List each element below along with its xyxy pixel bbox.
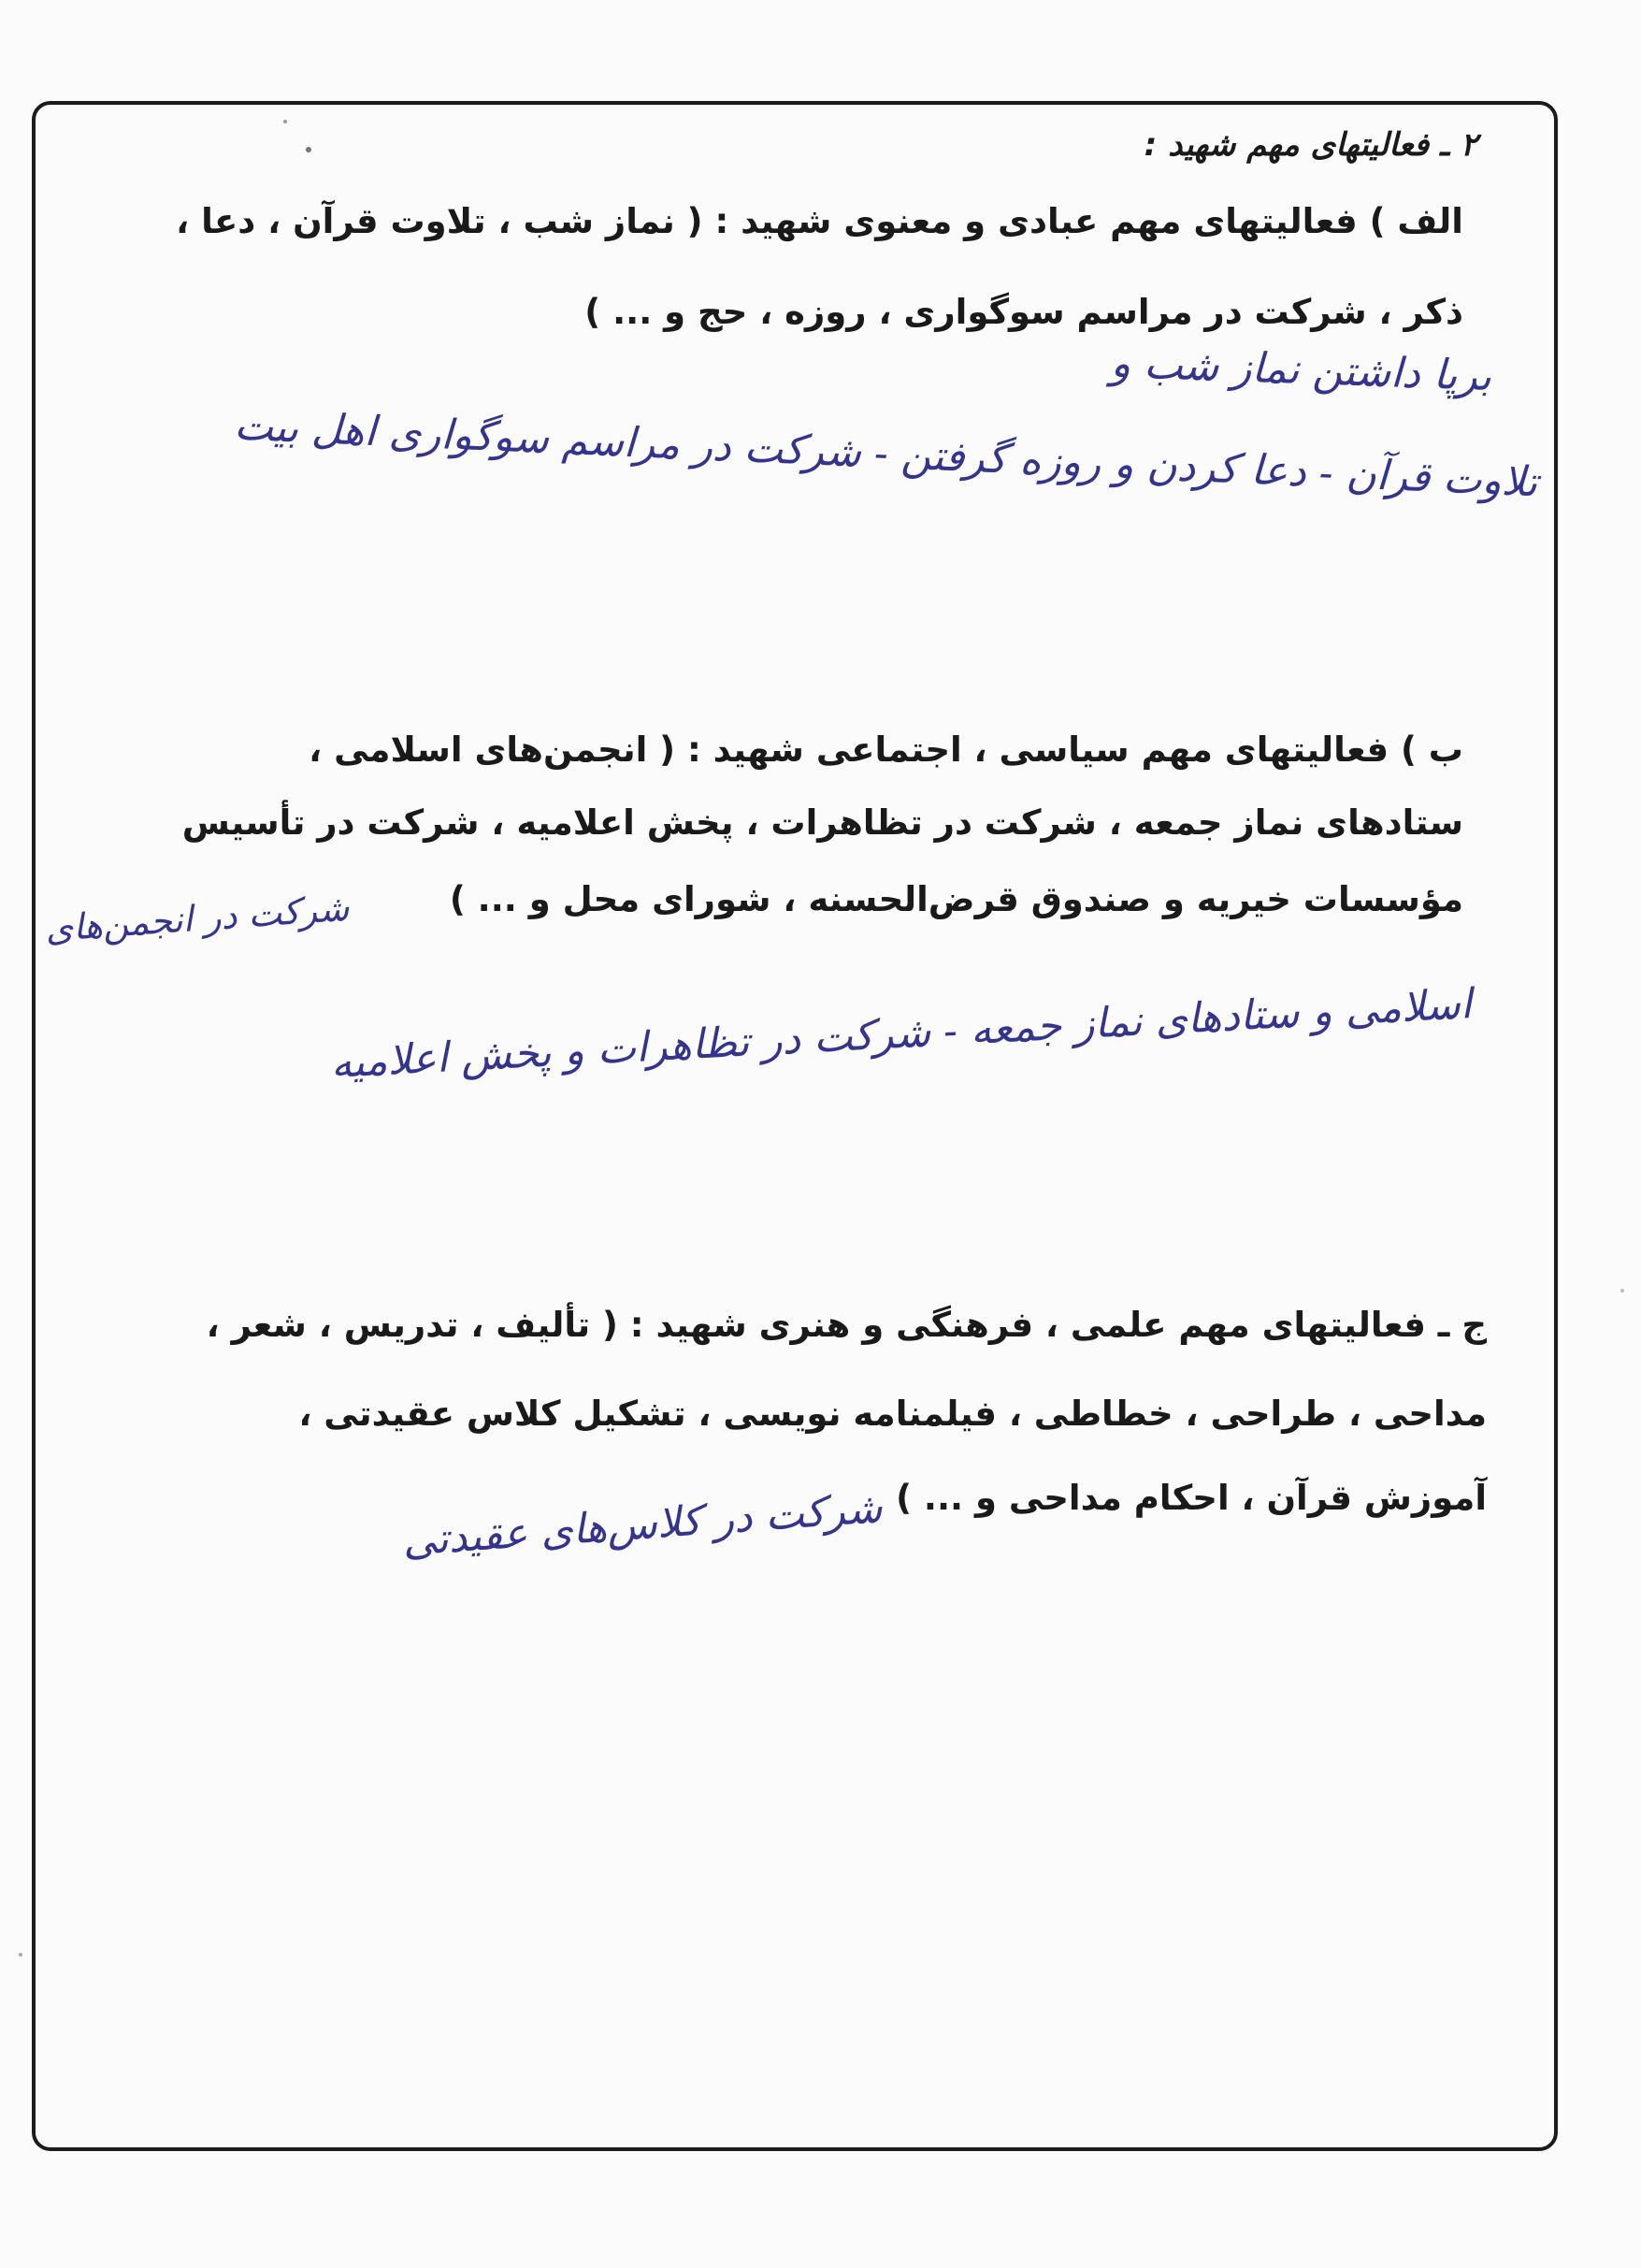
section-c-line-3: آموزش قرآن ، احکام مداحی و ... ) (896, 1478, 1487, 1518)
section-b-handwriting-2: اسلامی و ستادهای نماز جمعه - شرکت در تظاهرات و پخش اعلامیه (329, 980, 1474, 1088)
section-b-line-3: مؤسسات خیریه و صندوق قرض‌الحسنه ، شورای محل و ... ) (449, 879, 1463, 919)
section-a-line-1: الف ) فعالیتهای مهم عبادی و معنوی شهید : ( نماز شب ، تلاوت قرآن ، دعا ، (176, 201, 1463, 241)
section-a-handwriting-1: برپا داشتن نماز شب و (1109, 339, 1492, 401)
section-b-handwriting-1: شرکت در انجمن‌های (43, 887, 351, 950)
section-a-line-2: ذکر ، شرکت در مراسم سوگواری ، روزه ، حج و ... ) (584, 292, 1463, 332)
section-c-handwriting-1: شرکت در کلاس‌های عقیدتی (400, 1484, 885, 1566)
section-b-line-2: ستادهای نماز جمعه ، شرکت در تظاهرات ، پخش اعلامیه ، شرکت در تأسیس (181, 802, 1463, 843)
section-a-handwriting-2: تلاوت قرآن - دعا کردن و روزه گرفتن - شرکت در مراسم سوگواری اهل بیت (233, 401, 1539, 507)
section-c-line-2: مداحی ، طراحی ، خطاطی ، فیلمنامه نویسی ، تشکیل کلاس عقیدتی ، (298, 1394, 1487, 1434)
section-c-line-1: ج ـ فعالیتهای مهم علمی ، فرهنگی و هنری شهید : ( تألیف ، تدریس ، شعر ، (206, 1305, 1487, 1345)
section-title: ۲ ـ فعالیتهای مهم شهید : (1144, 126, 1477, 164)
section-b-line-1: ب ) فعالیتهای مهم سیاسی ، اجتماعی شهید : ( انجمن‌های اسلامی ، (309, 730, 1463, 770)
